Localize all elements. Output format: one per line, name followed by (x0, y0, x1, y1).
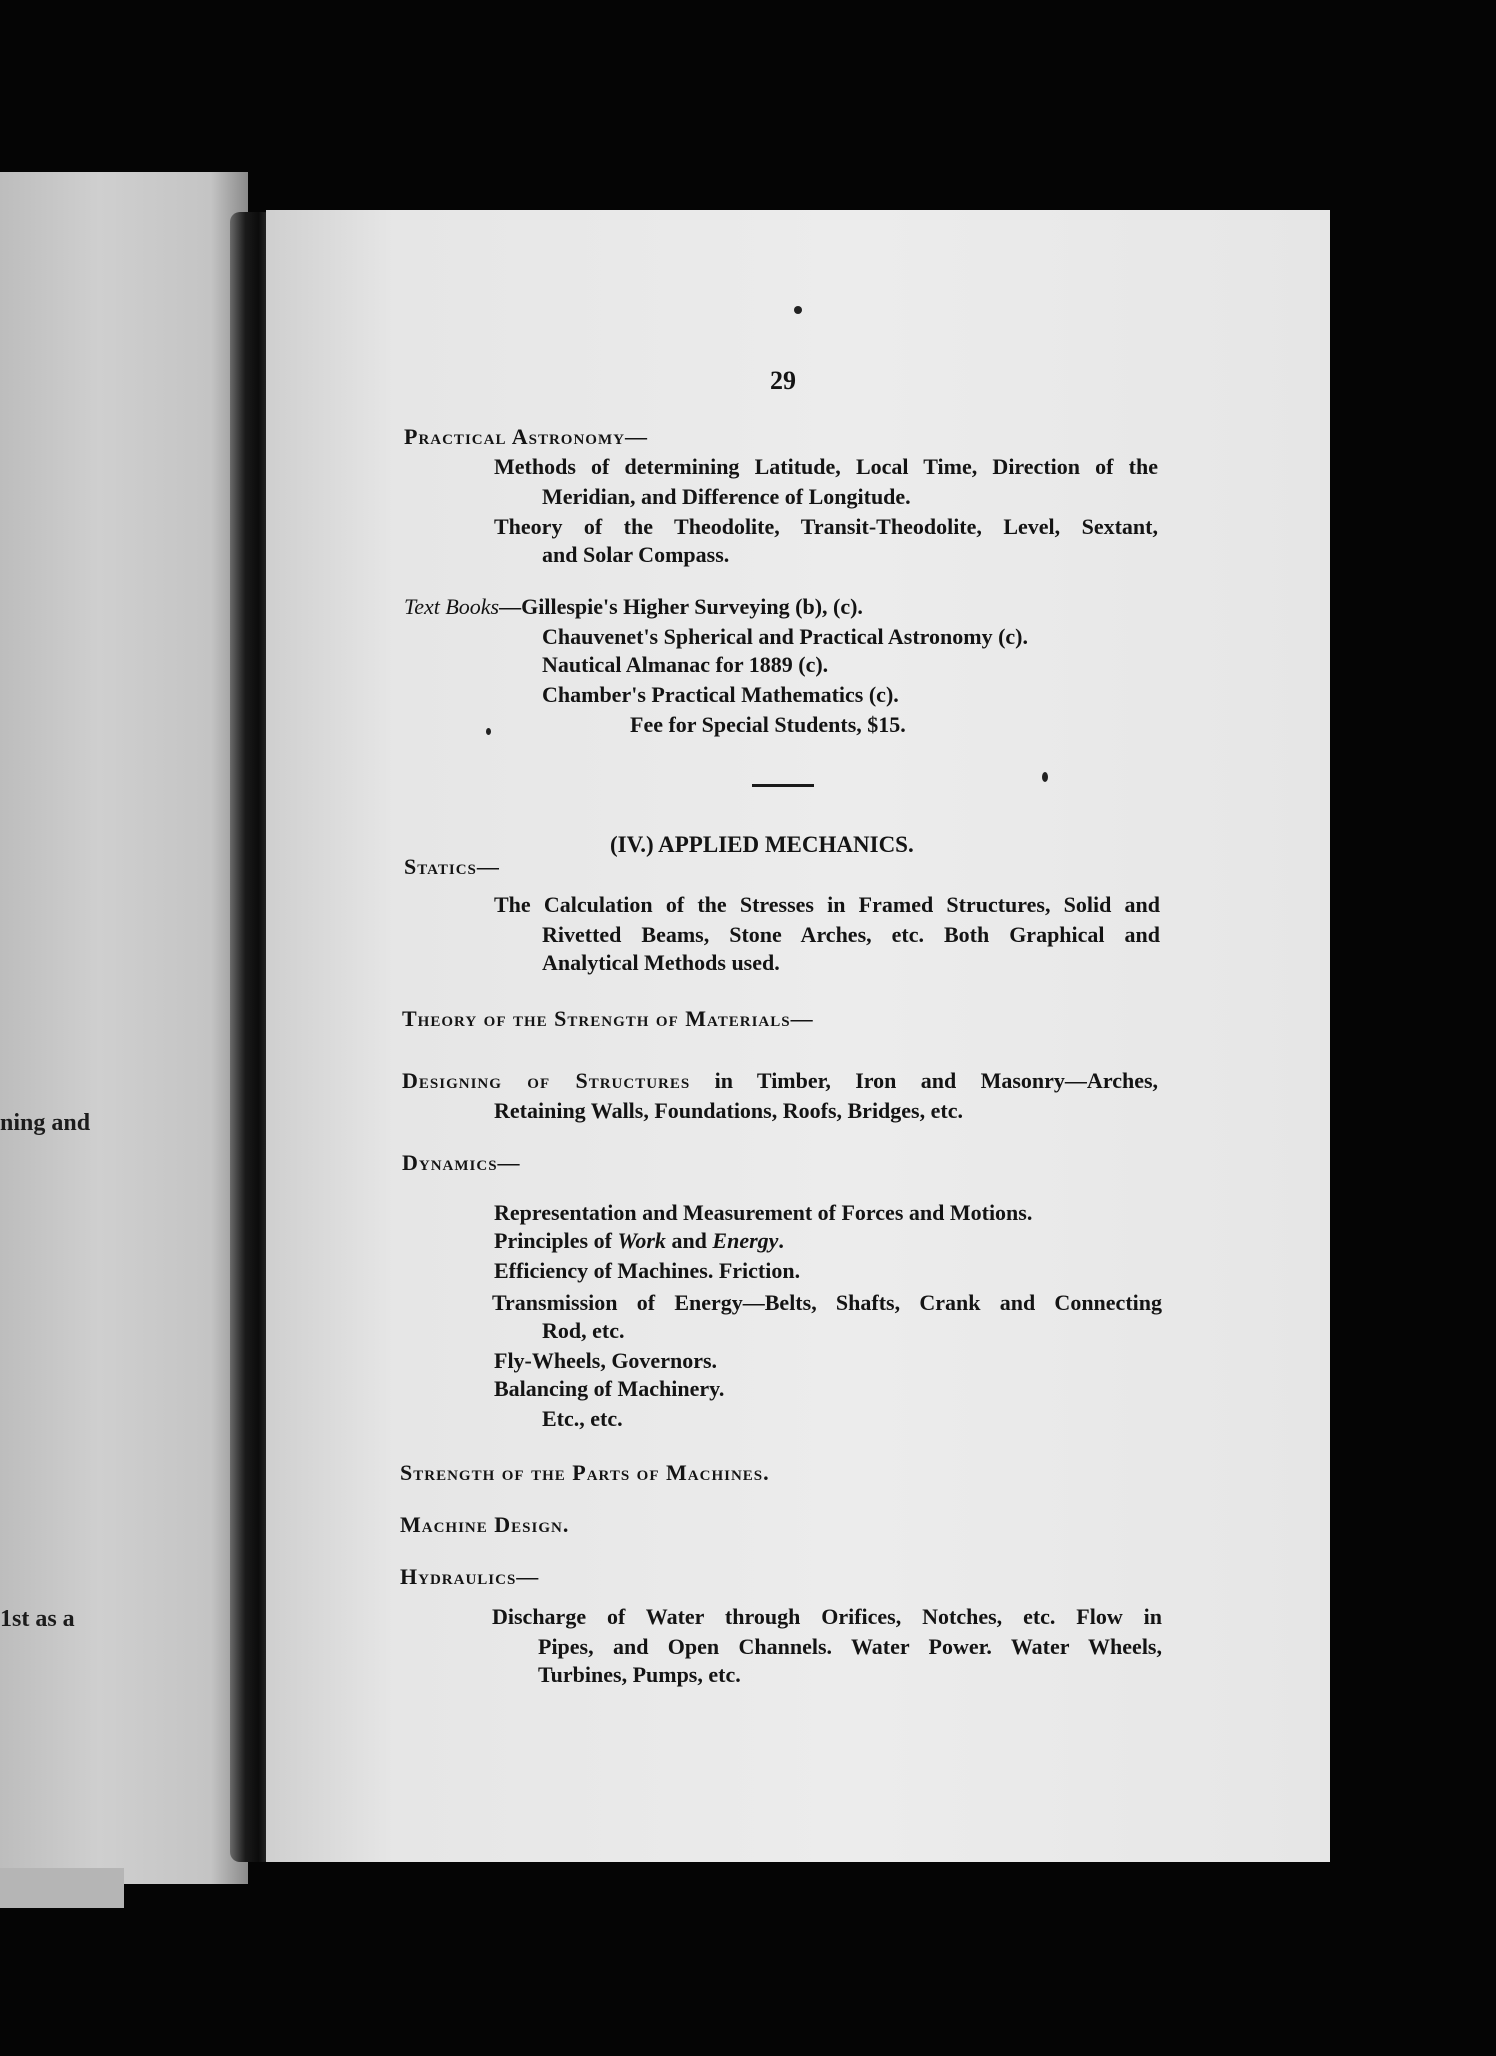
text-book-item: Gillespie's Higher Surveying (b), (c). (521, 594, 863, 619)
hydraulics-line: Turbines, Pumps, etc. (538, 1662, 741, 1687)
section-title-applied-mechanics: (IV.) APPLIED MECHANICS. (610, 832, 914, 857)
subheading-strength-of-materials: Theory of the Strength of Materials— (402, 1006, 814, 1031)
page-number: 29 (770, 366, 796, 395)
dynamics-item: Balancing of Machinery. (494, 1376, 725, 1401)
right-page (266, 210, 1330, 1862)
astronomy-item-line: Meridian, and Difference of Longitude. (542, 484, 911, 509)
text-book-item: Chamber's Practical Mathematics (c). (542, 682, 899, 707)
dynamics-item: Principles of Work and Energy. (494, 1228, 784, 1253)
dynamics-item: Efficiency of Machines. Friction. (494, 1258, 801, 1283)
dynamics-item: Fly-Wheels, Governors. (494, 1348, 718, 1373)
astronomy-item-line: Theory of the Theodolite, Transit-Theodolite, Level, Sextant, (494, 514, 1158, 539)
text-book-item: Nautical Almanac for 1889 (c). (542, 652, 829, 677)
dynamics-item: Rod, etc. (542, 1318, 625, 1343)
left-page-fragment: ning and (0, 1110, 91, 1136)
statics-line: The Calculation of the Stresses in Framed Structures, Solid and (494, 892, 1160, 917)
left-page-edge (0, 1868, 124, 1908)
designing-line (402, 1068, 1158, 1094)
subheading-dynamics: Dynamics— (402, 1150, 521, 1175)
designing-text: in Timber, Iron and Masonry—Arches, (714, 1068, 1159, 1093)
scan-speck (794, 306, 802, 314)
scan-speck (1042, 772, 1048, 782)
hydraulics-line: Discharge of Water through Orifices, Notches, etc. Flow in (492, 1604, 1162, 1629)
dynamics-item: Etc., etc. (542, 1406, 623, 1431)
dynamics-item: Transmission of Energy—Belts, Shafts, Crank and Connecting (492, 1290, 1162, 1315)
subheading-strength-of-parts: Strength of the Parts of Machines. (400, 1460, 770, 1485)
left-page (0, 172, 248, 1884)
scan-speck (486, 728, 491, 735)
text-books-line: Text Books—Gillespie's Higher Surveying (b), (c). (404, 594, 863, 619)
astronomy-item-line: Methods of determining Latitude, Local Time, Direction of the (494, 454, 1158, 479)
special-student-fee: Fee for Special Students, $15. (630, 712, 906, 737)
statics-line: Rivetted Beams, Stone Arches, etc. Both Graphical and (542, 922, 1160, 947)
left-page-fragment: 1st as a (0, 1606, 75, 1632)
subheading-statics: Statics— (404, 854, 500, 879)
subheading-hydraulics: Hydraulics— (400, 1564, 540, 1589)
astronomy-item-line: and Solar Compass. (542, 542, 730, 567)
section-heading-practical-astronomy: Practical Astronomy— (404, 424, 648, 449)
statics-line: Analytical Methods used. (542, 950, 780, 975)
section-divider (752, 784, 814, 787)
subheading-machine-design: Machine Design. (400, 1512, 570, 1537)
hydraulics-line: Pipes, and Open Channels. Water Power. Water Wheels, (538, 1634, 1162, 1659)
dynamics-item: Representation and Measurement of Forces and Motions. (494, 1200, 1033, 1225)
text-book-item: Chauvenet's Spherical and Practical Astronomy (c). (542, 624, 1029, 649)
subheading-designing: Designing of Structures (402, 1068, 691, 1093)
text-books-label: Text Books (404, 594, 500, 619)
designing-line: Retaining Walls, Foundations, Roofs, Bridges, etc. (494, 1098, 963, 1123)
